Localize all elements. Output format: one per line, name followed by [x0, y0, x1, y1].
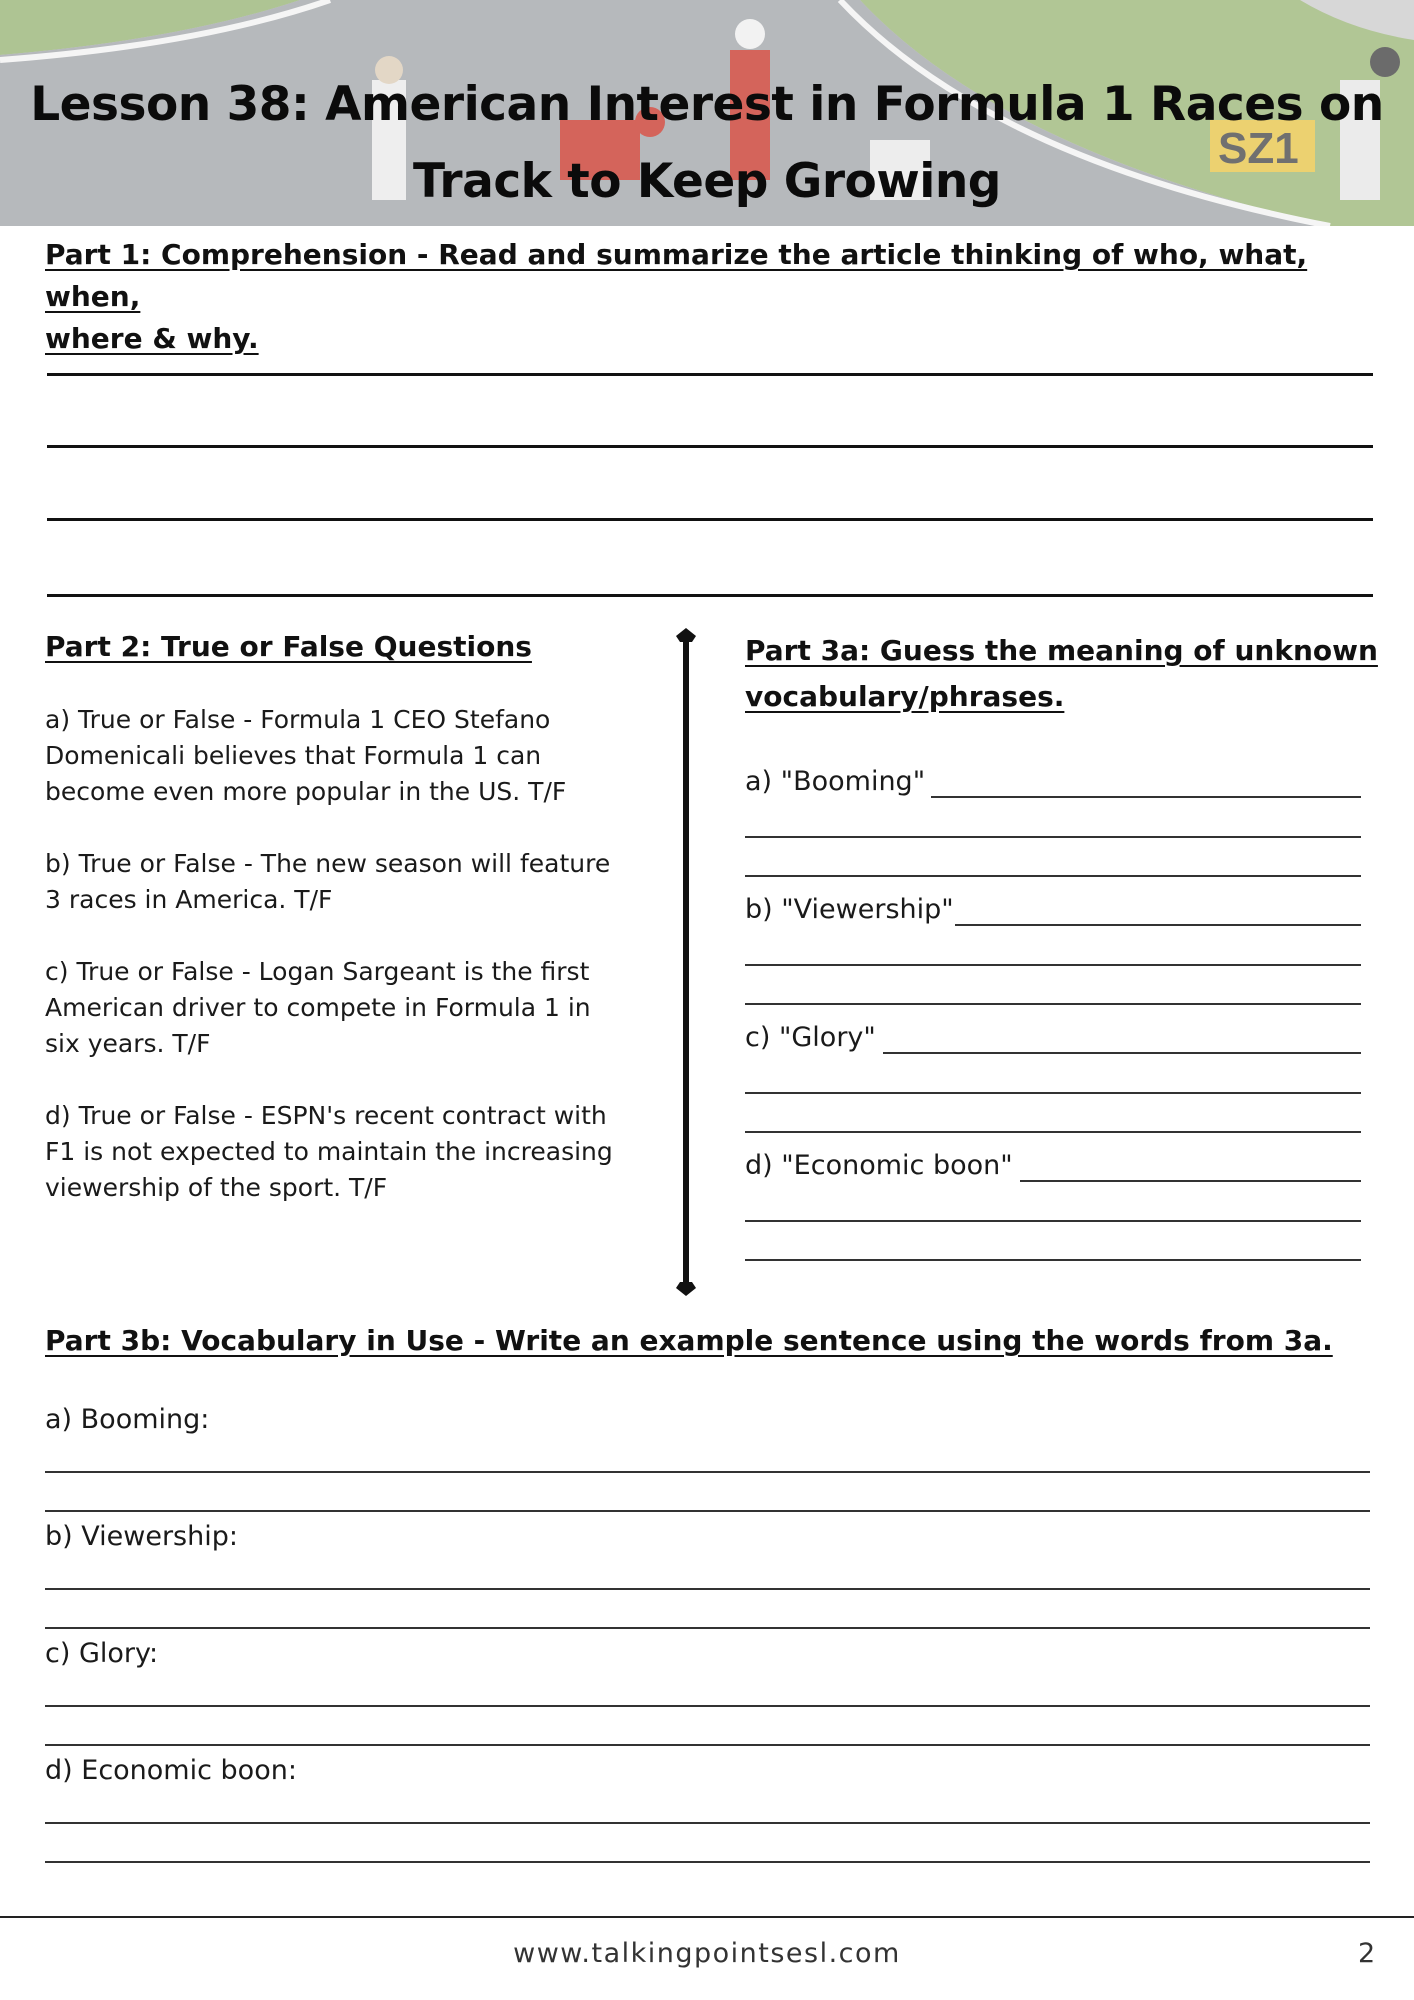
- title-line-2: Track to Keep Growing: [413, 154, 1001, 209]
- use-label: b) Viewership:: [45, 1521, 238, 1552]
- answer-line[interactable]: [745, 875, 1361, 877]
- vocab-item-d: [745, 1146, 1361, 1186]
- vocab-label: a) "Booming": [745, 766, 926, 797]
- answer-line[interactable]: [47, 373, 1373, 376]
- use-label: c) Glory:: [45, 1638, 159, 1669]
- answer-line[interactable]: [745, 1220, 1361, 1222]
- answer-line[interactable]: [955, 924, 1361, 926]
- divider-cap-top: [676, 628, 696, 642]
- answer-line[interactable]: [1020, 1180, 1361, 1182]
- header-banner: [0, 0, 1414, 226]
- tf-question-c: c) True or False - Logan Sargeant is the first American driver to compete in Formula 1 in six years. T/F: [45, 957, 591, 1058]
- answer-line[interactable]: [745, 1131, 1361, 1133]
- answer-line[interactable]: [45, 1627, 1370, 1629]
- answer-line[interactable]: [45, 1471, 1370, 1473]
- part3a-heading: Part 3a: Guess the meaning of unknown vocabulary/phrases.: [745, 634, 1378, 713]
- part3b-heading: Part 3b: Vocabulary in Use - Write an example sentence using the words from 3a.: [45, 1324, 1333, 1357]
- answer-line[interactable]: [745, 1092, 1361, 1094]
- divider-cap-bottom: [676, 1282, 696, 1296]
- vocab-item-a: [745, 762, 1361, 802]
- vocab-item-c: [745, 1018, 1361, 1058]
- part1-heading: Part 1: Comprehension - Read and summarize the article thinking of who, what, when, where & why.: [45, 238, 1308, 355]
- answer-line[interactable]: [45, 1861, 1370, 1863]
- divider-bar: [683, 642, 689, 1282]
- vocab-item-b: [745, 890, 1361, 930]
- answer-line[interactable]: [745, 1259, 1361, 1261]
- title-line-1: Lesson 38: American Interest in Formula 1 Races on: [30, 77, 1384, 132]
- answer-line[interactable]: [931, 796, 1361, 798]
- answer-line[interactable]: [47, 445, 1373, 448]
- answer-line[interactable]: [47, 594, 1373, 597]
- use-item-a: [45, 1400, 1370, 1440]
- use-item-b: [45, 1517, 1370, 1557]
- vocab-label: b) "Viewership": [745, 894, 954, 925]
- answer-line[interactable]: [745, 1003, 1361, 1005]
- footer-url[interactable]: www.talkingpointsesl.com: [513, 1938, 901, 1969]
- vocab-label: d) "Economic boon": [745, 1150, 1013, 1181]
- answer-line[interactable]: [47, 518, 1373, 521]
- page-title: [0, 66, 1414, 220]
- use-item-c: [45, 1634, 1370, 1674]
- use-label: a) Booming:: [45, 1404, 210, 1435]
- footer-divider: [0, 1916, 1414, 1918]
- answer-line[interactable]: [45, 1705, 1370, 1707]
- answer-line[interactable]: [45, 1510, 1370, 1512]
- answer-line[interactable]: [745, 964, 1361, 966]
- use-item-d: [45, 1751, 1370, 1791]
- true-false-questions: [45, 702, 625, 1242]
- vocab-label: c) "Glory": [745, 1022, 876, 1053]
- tf-question-b: b) True or False - The new season will feature 3 races in America. T/F: [45, 849, 611, 914]
- tf-question-a: a) True or False - Formula 1 CEO Stefano Domenicali believes that Formula 1 can become even more popular in the US. T/F: [45, 705, 567, 806]
- part2-heading: Part 2: True or False Questions: [45, 630, 532, 663]
- answer-line[interactable]: [45, 1822, 1370, 1824]
- tf-question-d: d) True or False - ESPN's recent contract with F1 is not expected to maintain the increasing viewership of the sport. T/F: [45, 1101, 613, 1202]
- answer-line[interactable]: [883, 1052, 1361, 1054]
- answer-line[interactable]: [45, 1744, 1370, 1746]
- photo-sign: SZ1: [1218, 124, 1299, 173]
- use-label: d) Economic boon:: [45, 1755, 297, 1786]
- page-number: 2: [1358, 1938, 1376, 1969]
- answer-line[interactable]: [45, 1588, 1370, 1590]
- answer-line[interactable]: [745, 836, 1361, 838]
- column-divider: [672, 628, 700, 1296]
